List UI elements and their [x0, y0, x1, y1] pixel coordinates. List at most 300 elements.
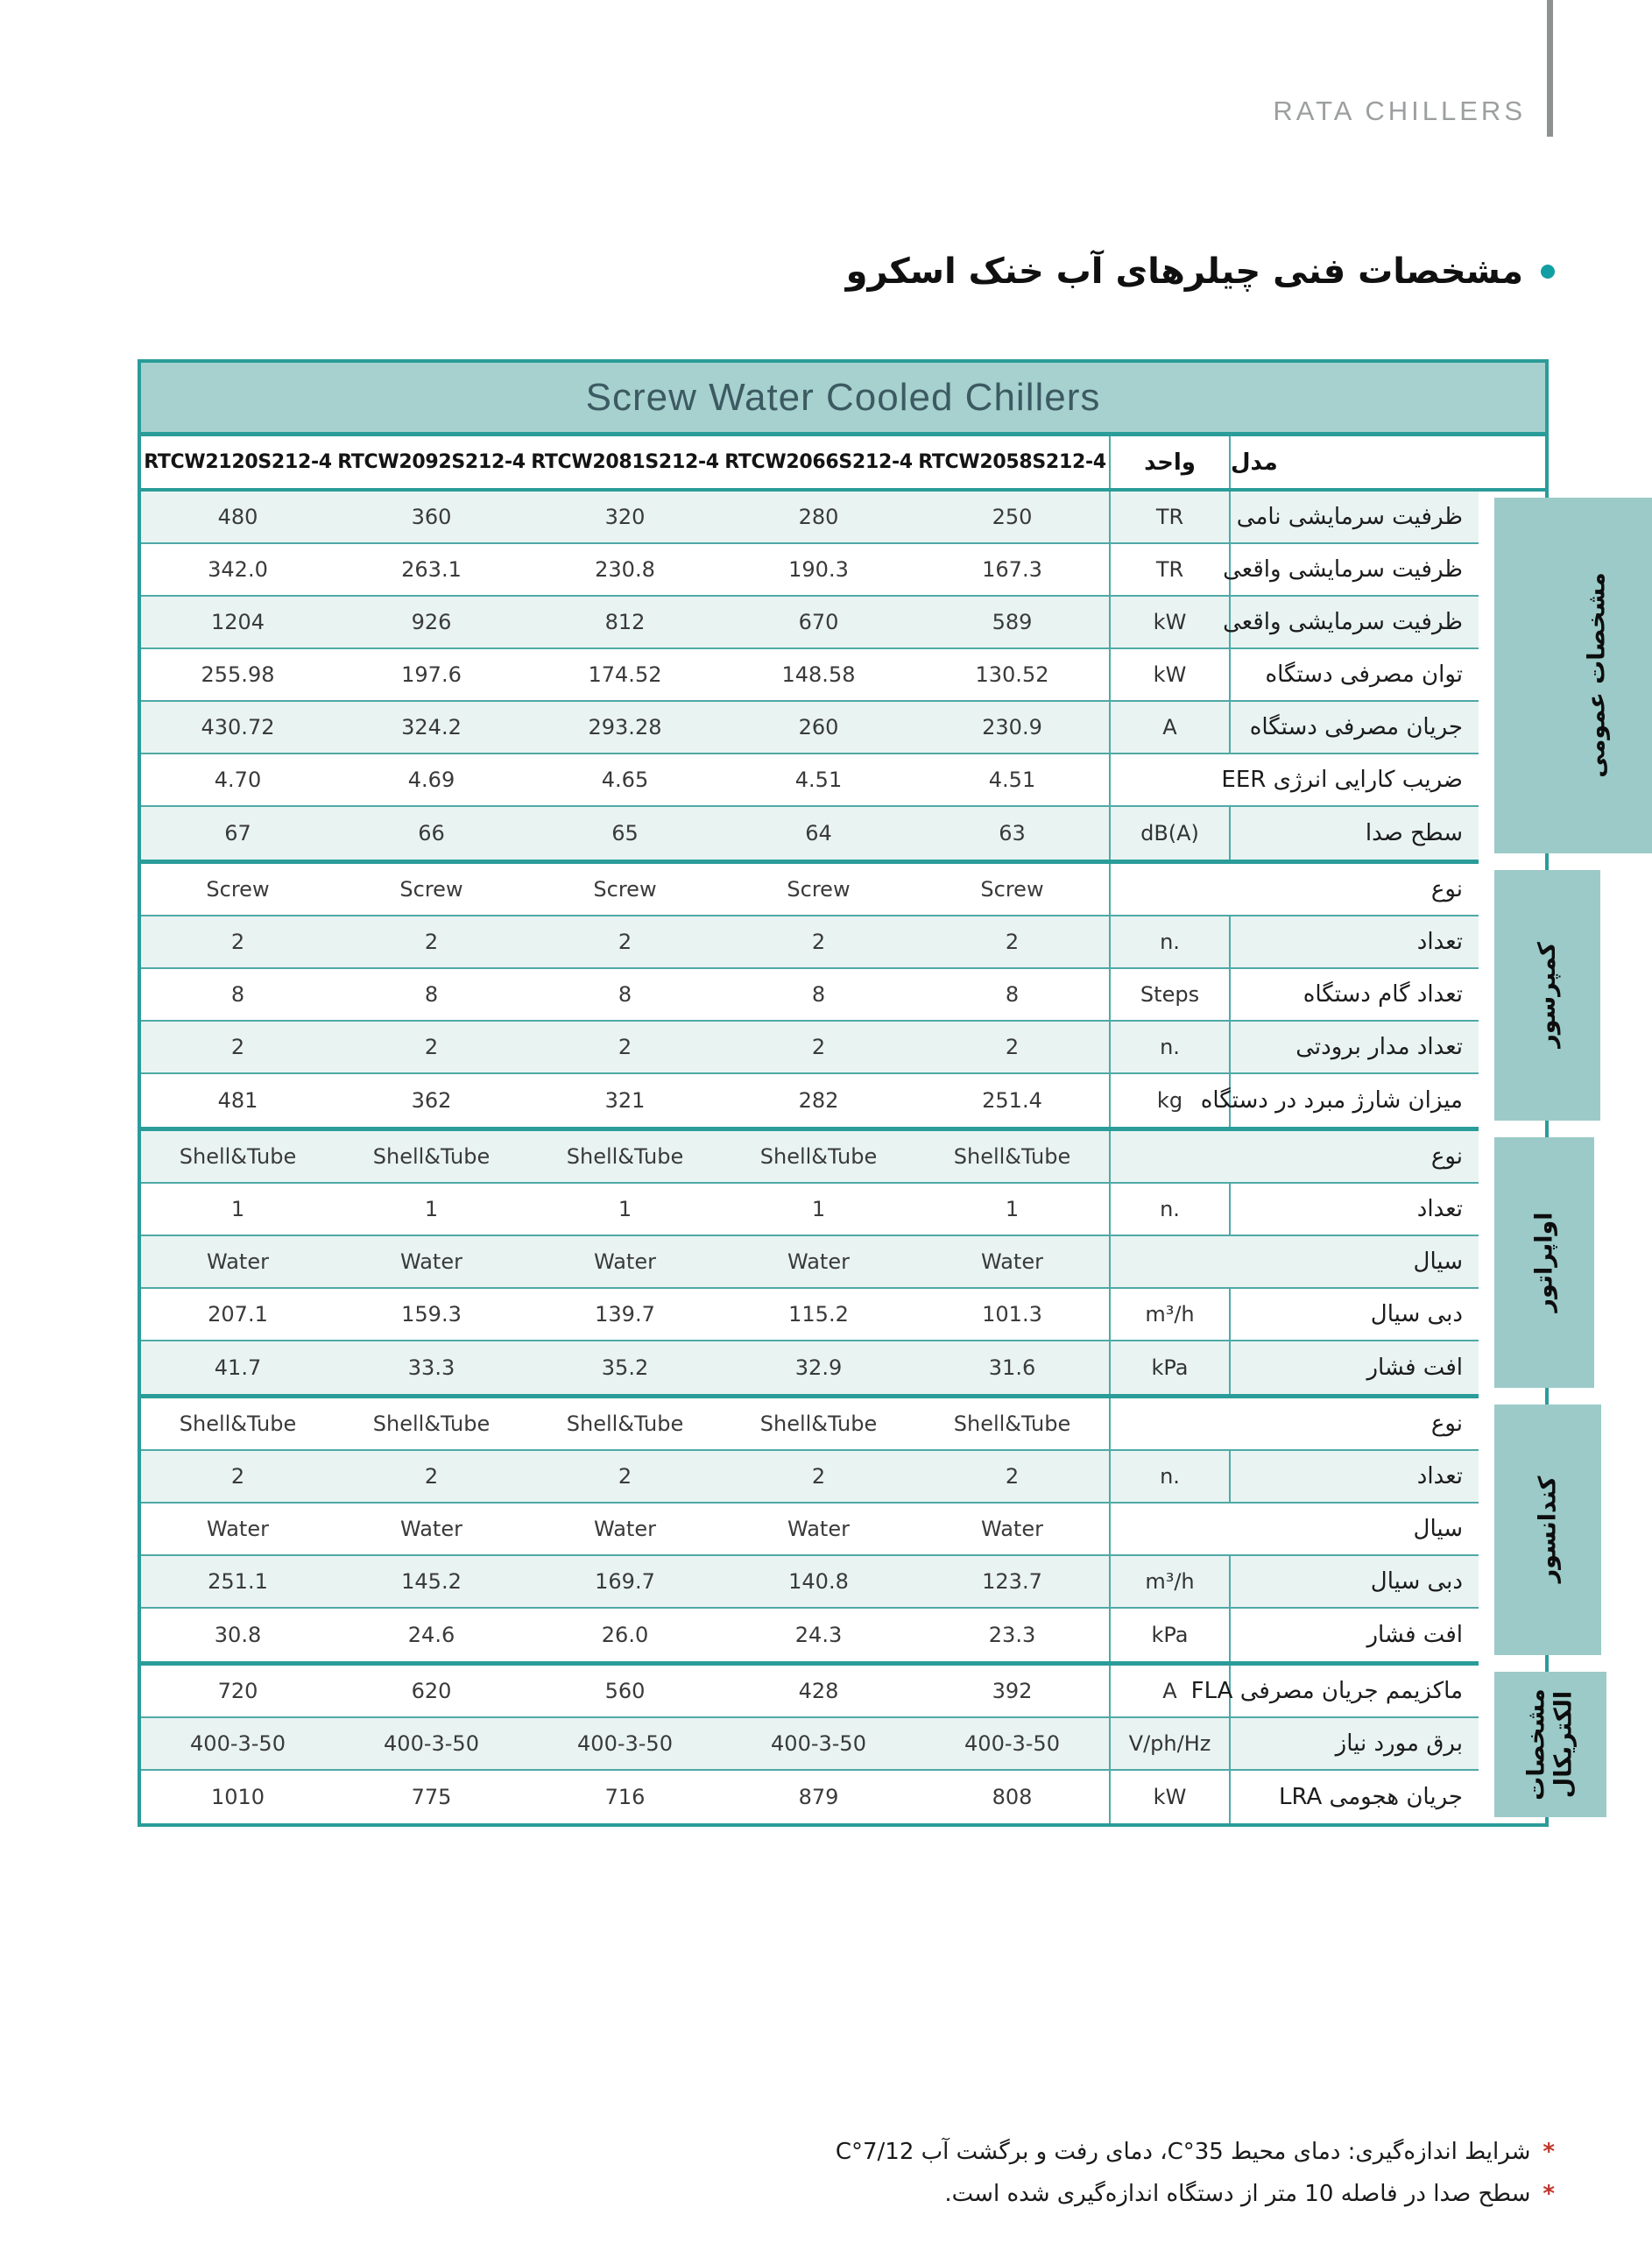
value-text: 64: [805, 821, 832, 846]
value-text: 360: [411, 505, 452, 529]
value-text: 2: [618, 930, 632, 954]
spec-label-cell: [1229, 1184, 1479, 1235]
model-header-label: مدل: [1231, 449, 1278, 476]
model-header-row: [141, 436, 1545, 492]
value-text: 148.58: [781, 662, 856, 687]
unit-cell: [1109, 702, 1229, 753]
value-text: 251.1: [208, 1569, 268, 1594]
unit-cell: [1109, 1289, 1229, 1340]
value-cell: [722, 1022, 915, 1072]
value-cell: [335, 1398, 528, 1449]
value-text: 197.6: [401, 662, 462, 687]
value-cell: [141, 1236, 335, 1287]
value-text: 4.69: [407, 768, 455, 792]
value-text: Shell&Tube: [759, 1144, 878, 1169]
value-cell: [722, 807, 915, 860]
unit-text: m³/h: [1145, 1302, 1195, 1327]
value-text: 145.2: [401, 1569, 462, 1594]
section-band-label: مشخصات الکتریکال: [1522, 1688, 1578, 1801]
value-text: 1: [424, 1197, 439, 1221]
value-cell: [528, 1504, 722, 1554]
spec-label-cell: [1229, 1451, 1479, 1502]
spec-label: افت فشار: [1366, 1355, 1463, 1381]
unit-text: Steps: [1140, 982, 1200, 1007]
unit-text: kW: [1153, 662, 1187, 687]
value-text: Shell&Tube: [372, 1412, 491, 1436]
spec-label: تعداد گام دستگاه: [1303, 981, 1463, 1008]
table-section: [141, 492, 1611, 860]
spec-label-cell: [1229, 702, 1479, 753]
value-cell: [722, 1609, 915, 1661]
section-rows: [141, 492, 1479, 860]
table-row: [141, 1771, 1479, 1823]
section-band: [1494, 1405, 1601, 1655]
value-cell: [722, 1451, 915, 1502]
value-cell: [915, 1771, 1109, 1823]
value-text: 2: [1005, 1464, 1020, 1489]
section-band-wrap: [1479, 492, 1611, 860]
value-cell: [141, 754, 335, 805]
value-text: 2: [618, 1464, 632, 1489]
spec-label-cell: [1229, 969, 1479, 1020]
value-cell: [722, 1556, 915, 1607]
value-text: 879: [798, 1785, 839, 1809]
value-cell: [141, 807, 335, 860]
table-section: [141, 1398, 1562, 1661]
spec-label: نوع: [1430, 876, 1463, 902]
value-text: 2: [811, 1464, 826, 1489]
unit-cell: [1109, 597, 1229, 647]
value-text: 67: [224, 821, 251, 846]
value-cell: [915, 864, 1109, 915]
spec-label-cell: [1223, 544, 1479, 595]
value-text: 2: [230, 1035, 245, 1059]
unit-header-cell: [1109, 436, 1229, 488]
value-cell: [722, 1074, 915, 1127]
unit-cell: [1109, 1341, 1229, 1394]
value-cell: [335, 1131, 528, 1182]
value-text: 342.0: [208, 557, 268, 582]
value-cell: [528, 1131, 722, 1182]
value-cell: [141, 1771, 335, 1823]
value-cell: [528, 1341, 722, 1394]
value-cell: [722, 1718, 915, 1769]
value-text: 230.8: [595, 557, 655, 582]
unit-header-label: واحد: [1144, 449, 1196, 476]
value-cell: [915, 1184, 1109, 1235]
value-text: Screw: [593, 877, 657, 902]
section-band: [1494, 1672, 1606, 1817]
value-text: 808: [992, 1785, 1033, 1809]
table-row: [141, 492, 1479, 544]
value-cell: [915, 1556, 1109, 1607]
unit-text: n.: [1160, 1035, 1180, 1059]
value-cell: [528, 597, 722, 647]
value-cell: [528, 1556, 722, 1607]
model-header-cell: [1229, 436, 1545, 488]
value-cell: [335, 1022, 528, 1072]
value-cell: [141, 1504, 335, 1554]
value-text: 324.2: [401, 715, 462, 739]
spec-label: تعداد مدار برودتی: [1295, 1034, 1463, 1060]
value-cell: [528, 864, 722, 915]
table-section: [141, 864, 1561, 1127]
spec-label: ماکزیمم جریان مصرفی FLA: [1190, 1678, 1463, 1704]
spec-table: [138, 359, 1611, 1827]
spec-label-cell: [1229, 1609, 1479, 1661]
value-text: Shell&Tube: [179, 1144, 297, 1169]
value-cell: [141, 1718, 335, 1769]
value-cell: [528, 1398, 722, 1449]
footnote-text: سطح صدا در فاصله 10 متر از دستگاه اندازه‌گیری شده است.: [944, 2181, 1531, 2208]
brand-vertical-rule: [1547, 0, 1553, 137]
section-band: [1494, 498, 1652, 853]
value-cell: [915, 649, 1109, 700]
value-cell: [722, 1236, 915, 1287]
spec-label: برق مورد نیاز: [1335, 1730, 1463, 1757]
value-text: 293.28: [588, 715, 662, 739]
value-cell: [141, 649, 335, 700]
value-text: 123.7: [982, 1569, 1042, 1594]
value-cell: [722, 1341, 915, 1394]
value-text: Water: [594, 1249, 656, 1274]
value-text: 2: [424, 930, 439, 954]
value-cell: [528, 544, 722, 595]
value-text: 400-3-50: [964, 1731, 1060, 1756]
table-row: [141, 702, 1479, 754]
value-cell: [528, 1451, 722, 1502]
value-text: Shell&Tube: [566, 1412, 684, 1436]
unit-cell: [1109, 807, 1229, 860]
spec-label: تعداد: [1416, 1196, 1463, 1222]
spec-label-cell: [1109, 1131, 1479, 1182]
value-text: 1010: [210, 1785, 265, 1809]
spec-label-cell: [1229, 492, 1479, 542]
value-text: 24.6: [407, 1623, 455, 1647]
model-name-cell: [141, 436, 335, 488]
value-cell: [335, 864, 528, 915]
value-text: 251.4: [982, 1088, 1042, 1113]
spec-label: دبی سیال: [1370, 1301, 1463, 1327]
value-text: 1: [230, 1197, 245, 1221]
value-cell: [141, 544, 335, 595]
value-text: 207.1: [208, 1302, 268, 1327]
model-name-cell: [335, 436, 528, 488]
value-cell: [335, 1341, 528, 1394]
spec-label: جریان هجومی LRA: [1278, 1784, 1463, 1810]
section-band-label: کندانسور: [1534, 1476, 1562, 1583]
model-name-cell: [722, 436, 915, 488]
value-text: 65: [611, 821, 639, 846]
unit-text: kPa: [1151, 1355, 1189, 1380]
table-section: [141, 1666, 1578, 1823]
section-band-label: کمپرسور: [1533, 942, 1561, 1049]
value-text: Shell&Tube: [759, 1412, 878, 1436]
unit-text: m³/h: [1145, 1569, 1195, 1594]
value-text: 139.7: [595, 1302, 655, 1327]
value-cell: [335, 807, 528, 860]
value-cell: [528, 969, 722, 1020]
value-text: 400-3-50: [384, 1731, 479, 1756]
value-cell: [141, 1022, 335, 1072]
spec-label-cell: [1223, 597, 1479, 647]
value-cell: [528, 1289, 722, 1340]
unit-cell: [1109, 1451, 1229, 1502]
value-cell: [141, 1341, 335, 1394]
value-text: 2: [424, 1464, 439, 1489]
spec-label-cell: [1109, 754, 1479, 805]
value-text: 1: [1005, 1197, 1020, 1221]
value-cell: [722, 754, 915, 805]
table-row: [141, 1236, 1479, 1289]
value-cell: [141, 1289, 335, 1340]
spec-label-cell: [1190, 1666, 1479, 1716]
value-cell: [335, 969, 528, 1020]
value-cell: [528, 702, 722, 753]
value-cell: [915, 969, 1109, 1020]
spec-label: ضریب کارایی انرژی EER: [1221, 767, 1463, 793]
spec-label: ظرفیت سرمایشی واقعی: [1223, 556, 1463, 583]
section-band-label: اواپراتور: [1530, 1212, 1558, 1313]
value-text: 230.9: [982, 715, 1042, 739]
section-rows: [141, 1666, 1479, 1823]
value-cell: [335, 597, 528, 647]
value-cell: [915, 1718, 1109, 1769]
spec-label: توان مصرفی دستگاه: [1265, 662, 1463, 688]
value-text: 716: [604, 1785, 646, 1809]
value-cell: [335, 1184, 528, 1235]
value-text: 392: [992, 1679, 1033, 1703]
value-text: 190.3: [788, 557, 849, 582]
spec-label: ظرفیت سرمایشی واقعی: [1223, 609, 1463, 635]
unit-text: kPa: [1151, 1623, 1189, 1647]
value-cell: [335, 1771, 528, 1823]
value-cell: [722, 1666, 915, 1716]
table-row: [141, 969, 1479, 1022]
value-text: 8: [424, 982, 439, 1007]
spec-label: نوع: [1430, 1411, 1463, 1437]
value-cell: [141, 492, 335, 542]
value-cell: [915, 1504, 1109, 1554]
value-text: 1: [618, 1197, 632, 1221]
value-text: 1204: [210, 610, 265, 634]
table-row: [141, 916, 1479, 969]
table-banner: [141, 363, 1545, 436]
value-cell: [915, 544, 1109, 595]
value-text: 812: [604, 610, 646, 634]
value-cell: [528, 916, 722, 967]
unit-text: n.: [1160, 930, 1180, 954]
value-cell: [722, 1289, 915, 1340]
value-cell: [141, 916, 335, 967]
table-row: [141, 1556, 1479, 1609]
value-text: 159.3: [401, 1302, 462, 1327]
value-text: Water: [594, 1517, 656, 1541]
table-row: [141, 1074, 1479, 1127]
unit-text: TR: [1155, 557, 1184, 582]
value-text: Water: [207, 1249, 269, 1274]
footnote-line: [836, 2131, 1555, 2173]
value-cell: [528, 754, 722, 805]
spec-label-cell: [1229, 1022, 1479, 1072]
value-text: 4.51: [988, 768, 1036, 792]
value-cell: [722, 544, 915, 595]
unit-text: A: [1162, 1679, 1177, 1703]
model-name-cell: [528, 436, 722, 488]
spec-label: ظرفیت سرمایشی نامی: [1236, 504, 1463, 530]
value-text: 2: [230, 930, 245, 954]
unit-text: V/ph/Hz: [1128, 1731, 1211, 1756]
unit-cell: [1109, 916, 1229, 967]
value-text: Screw: [399, 877, 463, 902]
value-text: 362: [411, 1088, 452, 1113]
value-text: 66: [418, 821, 445, 846]
spec-label: میزان شارژ مبرد در دستگاه: [1200, 1087, 1463, 1114]
value-text: 4.70: [214, 768, 262, 792]
section-band-wrap: [1479, 1666, 1578, 1823]
value-cell: [915, 1022, 1109, 1072]
spec-label-cell: [1229, 807, 1479, 860]
value-cell: [335, 1074, 528, 1127]
value-text: 428: [798, 1679, 839, 1703]
asterisk-icon: *: [1543, 2181, 1555, 2208]
model-name: RTCW2081S212-4: [531, 451, 719, 473]
value-cell: [722, 969, 915, 1020]
value-cell: [722, 1184, 915, 1235]
value-cell: [335, 1609, 528, 1661]
value-cell: [915, 1131, 1109, 1182]
value-cell: [335, 544, 528, 595]
value-cell: [141, 1131, 335, 1182]
table-row: [141, 544, 1479, 597]
value-text: 33.3: [407, 1355, 455, 1380]
value-cell: [335, 1504, 528, 1554]
value-text: 282: [798, 1088, 839, 1113]
table-title: Screw Water Cooled Chillers: [585, 375, 1101, 419]
value-text: 560: [604, 1679, 646, 1703]
value-text: 26.0: [601, 1623, 649, 1647]
footnotes: [836, 2131, 1555, 2215]
value-text: Water: [400, 1249, 462, 1274]
value-text: 775: [411, 1785, 452, 1809]
unit-text: dB(A): [1140, 821, 1199, 846]
unit-text: TR: [1155, 505, 1184, 529]
value-cell: [722, 492, 915, 542]
unit-cell: [1109, 969, 1229, 1020]
value-text: Water: [787, 1249, 850, 1274]
value-text: 926: [411, 610, 452, 634]
unit-text: n.: [1160, 1464, 1180, 1489]
value-text: Screw: [206, 877, 270, 902]
section-rows: [141, 1131, 1479, 1394]
value-cell: [335, 1451, 528, 1502]
value-text: Water: [981, 1517, 1043, 1541]
value-cell: [915, 807, 1109, 860]
value-cell: [141, 1184, 335, 1235]
model-name: RTCW2092S212-4: [337, 451, 526, 473]
value-cell: [528, 1718, 722, 1769]
value-cell: [528, 1666, 722, 1716]
value-text: 115.2: [788, 1302, 849, 1327]
table-section: [141, 1131, 1558, 1394]
value-text: 24.3: [794, 1623, 843, 1647]
brand-name: RATA CHILLERS: [1273, 96, 1526, 126]
value-cell: [915, 1341, 1109, 1394]
value-cell: [722, 864, 915, 915]
table-row: [141, 597, 1479, 649]
unit-cell: [1109, 1718, 1229, 1769]
value-cell: [141, 1609, 335, 1661]
value-cell: [722, 1771, 915, 1823]
table-row: [141, 1451, 1479, 1504]
value-cell: [528, 1609, 722, 1661]
footnote-line: [836, 2173, 1555, 2215]
value-text: 4.51: [794, 768, 843, 792]
table-row: [141, 1718, 1479, 1771]
unit-cell: [1109, 649, 1229, 700]
value-cell: [335, 492, 528, 542]
model-name-cell: [915, 436, 1109, 488]
value-cell: [722, 702, 915, 753]
spec-label-cell: [1229, 1718, 1479, 1769]
value-cell: [335, 1236, 528, 1287]
value-cell: [335, 649, 528, 700]
spec-label-cell: [1200, 1074, 1479, 1127]
value-text: 32.9: [794, 1355, 843, 1380]
table-row: [141, 1131, 1479, 1184]
table-body: [141, 492, 1611, 1823]
unit-cell: [1109, 1022, 1229, 1072]
value-cell: [141, 864, 335, 915]
spec-label-cell: [1229, 1556, 1479, 1607]
value-cell: [722, 597, 915, 647]
value-text: 8: [618, 982, 632, 1007]
value-cell: [915, 1451, 1109, 1502]
value-cell: [528, 1184, 722, 1235]
table-row: [141, 1341, 1479, 1394]
value-text: 169.7: [595, 1569, 655, 1594]
value-text: 130.52: [975, 662, 1049, 687]
table-row: [141, 1504, 1479, 1556]
value-cell: [335, 1556, 528, 1607]
value-cell: [915, 1666, 1109, 1716]
section-rows: [141, 864, 1479, 1127]
value-text: Screw: [787, 877, 851, 902]
value-text: 321: [604, 1088, 646, 1113]
section-band-label: مشخصات عمومی: [1583, 572, 1611, 779]
value-text: Water: [207, 1517, 269, 1541]
footnote-text: شرایط اندازه‌گیری: دمای محیط 35°C، دمای رفت و برگشت آب 7/12°C: [835, 2139, 1531, 2165]
value-text: 1: [811, 1197, 826, 1221]
section-band-wrap: [1479, 1398, 1562, 1661]
spec-label: افت فشار: [1366, 1622, 1463, 1648]
value-cell: [335, 754, 528, 805]
table-row: [141, 807, 1479, 860]
value-text: 4.65: [601, 768, 649, 792]
value-cell: [141, 1556, 335, 1607]
table-row: [141, 754, 1479, 807]
value-text: 30.8: [214, 1623, 262, 1647]
value-cell: [528, 649, 722, 700]
value-text: 589: [992, 610, 1033, 634]
spec-label-cell: [1109, 1236, 1479, 1287]
value-cell: [915, 1236, 1109, 1287]
value-cell: [335, 1289, 528, 1340]
value-text: Water: [787, 1517, 850, 1541]
value-cell: [722, 649, 915, 700]
value-text: 23.3: [988, 1623, 1036, 1647]
model-name: RTCW2066S212-4: [724, 451, 913, 473]
